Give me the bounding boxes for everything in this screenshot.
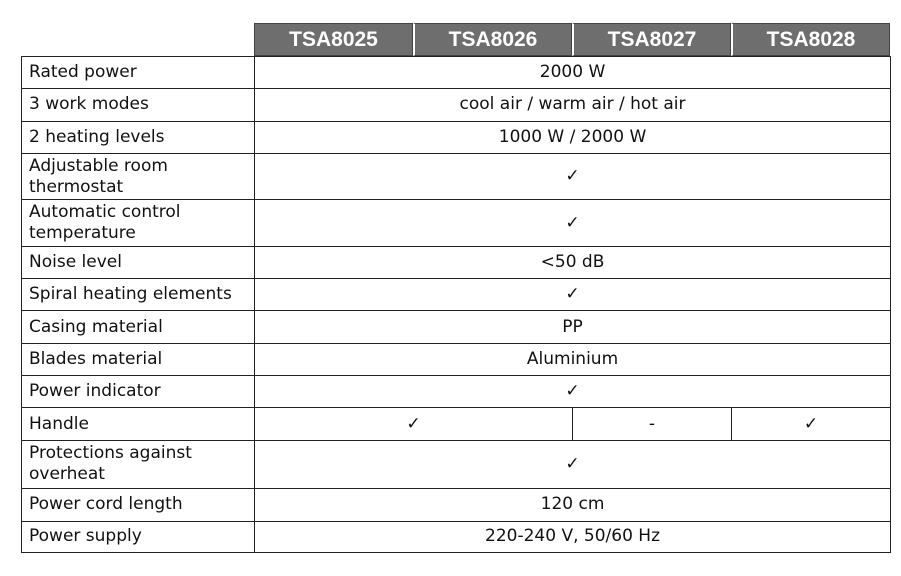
- row-label: Power indicator: [22, 376, 255, 408]
- row-label: Noise level: [22, 246, 255, 278]
- model-header-tsa8025: TSA8025: [254, 23, 413, 56]
- row-label: 3 work modes: [22, 89, 255, 121]
- row-label: Rated power: [22, 57, 255, 89]
- checkmark-icon: ✓: [732, 408, 891, 440]
- row-value: 120 cm: [255, 489, 891, 521]
- row-value: 220-240 V, 50/60 Hz: [255, 521, 891, 552]
- table-row: [22, 440, 891, 488]
- row-value: Aluminium: [255, 343, 891, 375]
- row-label: Protections against overheat: [22, 440, 255, 488]
- row-label: Blades material: [22, 343, 255, 375]
- row-label: 2 heating levels: [22, 121, 255, 153]
- checkmark-icon: ✓: [255, 440, 891, 488]
- row-label: Spiral heating elements: [22, 279, 255, 311]
- table-row: [22, 200, 891, 246]
- model-header-tsa8028: TSA8028: [731, 23, 890, 56]
- checkmark-icon: ✓: [255, 153, 891, 199]
- checkmark-icon: ✓: [255, 376, 891, 408]
- table-row: [22, 343, 891, 375]
- row-value: 2000 W: [255, 57, 891, 89]
- spec-table: [21, 56, 891, 553]
- row-value: <50 dB: [255, 246, 891, 278]
- row-value: 1000 W / 2000 W: [255, 121, 891, 153]
- row-label: Automatic control temperature: [22, 200, 255, 246]
- model-header-tsa8026: TSA8026: [413, 23, 572, 56]
- checkmark-icon: ✓: [255, 200, 891, 246]
- checkmark-icon: ✓: [255, 279, 891, 311]
- checkmark-icon: ✓: [255, 408, 573, 440]
- table-row: [22, 246, 891, 278]
- row-label: Power cord length: [22, 489, 255, 521]
- not-available-dash: -: [573, 408, 732, 440]
- row-label: Handle: [22, 408, 255, 440]
- table-row: [22, 153, 891, 199]
- table-row: [22, 57, 891, 89]
- row-label: Casing material: [22, 311, 255, 343]
- row-label: Power supply: [22, 521, 255, 552]
- table-row: [22, 121, 891, 153]
- table-row: [22, 489, 891, 521]
- row-label: Adjustable room thermostat: [22, 153, 255, 199]
- table-row: [22, 521, 891, 552]
- row-value: cool air / warm air / hot air: [255, 89, 891, 121]
- table-row: [22, 89, 891, 121]
- table-row: [22, 376, 891, 408]
- table-row: [22, 279, 891, 311]
- model-header-tsa8027: TSA8027: [572, 23, 731, 56]
- table-row: [22, 408, 891, 440]
- table-row: [22, 311, 891, 343]
- row-value: PP: [255, 311, 891, 343]
